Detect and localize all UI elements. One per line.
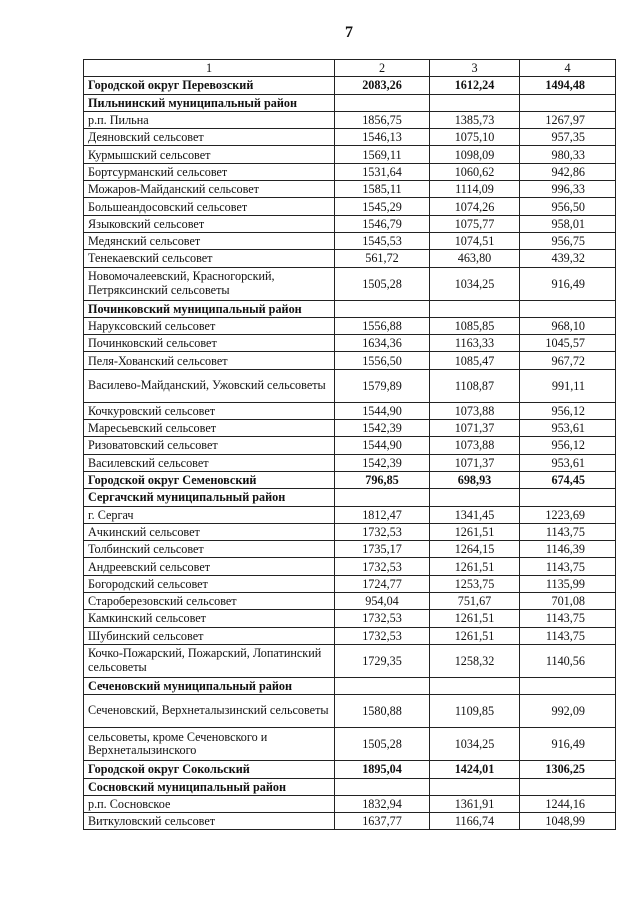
- value-col3-cell: [430, 94, 520, 111]
- value-col3-cell: [430, 778, 520, 795]
- value-col4-cell: 980,33: [520, 146, 616, 163]
- value-col2-cell: 1895,04: [335, 761, 430, 778]
- table-row: [84, 437, 616, 454]
- territory-name-cell: Починковский сельсовет: [84, 335, 335, 352]
- table-row: [84, 232, 616, 249]
- table-section-row: [84, 77, 616, 94]
- value-col3-cell: 1114,09: [430, 181, 520, 198]
- value-col4-cell: 956,12: [520, 402, 616, 419]
- table-section-row: [84, 489, 616, 506]
- territory-name-cell: Виткуловский сельсовет: [84, 813, 335, 830]
- value-col2-cell: 1735,17: [335, 541, 430, 558]
- value-col3-cell: 1261,51: [430, 627, 520, 644]
- table-row: [84, 644, 616, 677]
- territory-name-cell: Ачкинский сельсовет: [84, 523, 335, 540]
- value-col3-cell: 1071,37: [430, 454, 520, 471]
- territory-name-cell: Можаров-Майданский сельсовет: [84, 181, 335, 198]
- table-body: [84, 77, 616, 830]
- value-col4-cell: 1143,75: [520, 627, 616, 644]
- territory-name-cell: Сосновский муниципальный район: [84, 778, 335, 795]
- value-col2-cell: 1545,53: [335, 232, 430, 249]
- value-col4-cell: 1135,99: [520, 575, 616, 592]
- value-col2-cell: 1542,39: [335, 454, 430, 471]
- value-col2-cell: 1585,11: [335, 181, 430, 198]
- table-row: [84, 250, 616, 267]
- territory-name-cell: Сеченовский муниципальный район: [84, 677, 335, 694]
- table-section-row: [84, 761, 616, 778]
- table-header-row: [84, 60, 616, 77]
- territory-name-cell: Медянский сельсовет: [84, 232, 335, 249]
- value-col4-cell: 991,11: [520, 369, 616, 402]
- value-col3-cell: 751,67: [430, 593, 520, 610]
- value-col4-cell: 1140,56: [520, 644, 616, 677]
- value-col4-cell: 967,72: [520, 352, 616, 369]
- value-col2-cell: 1732,53: [335, 558, 430, 575]
- territory-name-cell: Сеченовский, Верхнеталызинский сельсоветы: [84, 695, 335, 728]
- territory-name-cell: Кочко-Пожарский, Пожарский, Лопатинский сельсоветы: [84, 644, 335, 677]
- value-col2-cell: 1544,90: [335, 402, 430, 419]
- value-col2-cell: 1544,90: [335, 437, 430, 454]
- value-col2-cell: [335, 94, 430, 111]
- value-col3-cell: 1073,88: [430, 402, 520, 419]
- table-row: [84, 795, 616, 812]
- value-col3-cell: 1074,51: [430, 232, 520, 249]
- table-row: [84, 163, 616, 180]
- territory-name-cell: Василево-Майданский, Ужовский сельсоветы: [84, 369, 335, 402]
- value-col3-cell: 1166,74: [430, 813, 520, 830]
- value-col4-cell: [520, 778, 616, 795]
- table-row: [84, 558, 616, 575]
- value-col2-cell: [335, 489, 430, 506]
- value-col2-cell: 1546,79: [335, 215, 430, 232]
- table-row: [84, 335, 616, 352]
- value-col2-cell: 2083,26: [335, 77, 430, 94]
- value-col3-cell: 1034,25: [430, 728, 520, 761]
- value-col4-cell: 1143,75: [520, 523, 616, 540]
- value-col2-cell: 561,72: [335, 250, 430, 267]
- territory-name-cell: Большеандосовский сельсовет: [84, 198, 335, 215]
- value-col2-cell: 1832,94: [335, 795, 430, 812]
- table-row: [84, 352, 616, 369]
- value-col2-cell: 1732,53: [335, 523, 430, 540]
- table-row: [84, 541, 616, 558]
- value-col2-cell: 1729,35: [335, 644, 430, 677]
- territory-name-cell: р.п. Сосновское: [84, 795, 335, 812]
- value-col4-cell: 1045,57: [520, 335, 616, 352]
- column-header-2: 2: [335, 60, 430, 77]
- value-col2-cell: 1542,39: [335, 420, 430, 437]
- value-col3-cell: 1341,45: [430, 506, 520, 523]
- table-row: [84, 420, 616, 437]
- table-section-row: [84, 94, 616, 111]
- table-row: [84, 523, 616, 540]
- value-col4-cell: 957,35: [520, 129, 616, 146]
- table-row: [84, 506, 616, 523]
- value-col3-cell: 1074,26: [430, 198, 520, 215]
- value-col4-cell: 1244,16: [520, 795, 616, 812]
- table-row: [84, 695, 616, 728]
- value-col4-cell: 1223,69: [520, 506, 616, 523]
- territory-name-cell: Нарукcовский сельсовет: [84, 317, 335, 334]
- value-col4-cell: 439,32: [520, 250, 616, 267]
- table-row: [84, 575, 616, 592]
- territory-name-cell: Новомочалеевский, Красногорский, Петряксинский сельсоветы: [84, 267, 335, 300]
- value-col2-cell: [335, 677, 430, 694]
- value-col4-cell: 992,09: [520, 695, 616, 728]
- territory-name-cell: Кочкуровский сельсовет: [84, 402, 335, 419]
- value-col2-cell: 1724,77: [335, 575, 430, 592]
- territory-name-cell: Староберезовский сельсовет: [84, 593, 335, 610]
- territory-name-cell: сельсоветы, кроме Сеченовского и Верхнеталызинского: [84, 728, 335, 761]
- value-col4-cell: 1048,99: [520, 813, 616, 830]
- table-row: [84, 181, 616, 198]
- value-col2-cell: 1634,36: [335, 335, 430, 352]
- value-col2-cell: 1579,89: [335, 369, 430, 402]
- territory-name-cell: Городской округ Перевозский: [84, 77, 335, 94]
- value-col4-cell: 1143,75: [520, 610, 616, 627]
- territory-name-cell: Камкинский сельсовет: [84, 610, 335, 627]
- value-col3-cell: 1060,62: [430, 163, 520, 180]
- territory-name-cell: Василевский сельсовет: [84, 454, 335, 471]
- territory-name-cell: Бортсурманский сельсовет: [84, 163, 335, 180]
- territory-name-cell: Городской округ Семеновский: [84, 471, 335, 488]
- value-col2-cell: 1812,47: [335, 506, 430, 523]
- table-row: [84, 728, 616, 761]
- value-col2-cell: 1556,50: [335, 352, 430, 369]
- value-col4-cell: 956,75: [520, 232, 616, 249]
- value-col3-cell: 1075,10: [430, 129, 520, 146]
- table-row: [84, 129, 616, 146]
- territory-name-cell: Курмышский сельсовет: [84, 146, 335, 163]
- value-col3-cell: 463,80: [430, 250, 520, 267]
- table-row: [84, 813, 616, 830]
- table-row: [84, 111, 616, 128]
- value-col2-cell: 1732,53: [335, 627, 430, 644]
- value-col3-cell: 1258,32: [430, 644, 520, 677]
- value-col4-cell: [520, 94, 616, 111]
- territory-name-cell: Ризоватовский сельсовет: [84, 437, 335, 454]
- table-section-row: [84, 778, 616, 795]
- value-col2-cell: 954,04: [335, 593, 430, 610]
- value-col2-cell: 1569,11: [335, 146, 430, 163]
- value-col2-cell: 1531,64: [335, 163, 430, 180]
- value-col4-cell: 1143,75: [520, 558, 616, 575]
- value-col3-cell: 1075,77: [430, 215, 520, 232]
- value-col3-cell: 1073,88: [430, 437, 520, 454]
- value-col2-cell: 1580,88: [335, 695, 430, 728]
- value-col4-cell: 958,01: [520, 215, 616, 232]
- value-col3-cell: 1098,09: [430, 146, 520, 163]
- value-col2-cell: [335, 300, 430, 317]
- table-row: [84, 267, 616, 300]
- territory-name-cell: Городской округ Сокольский: [84, 761, 335, 778]
- column-header-4: 4: [520, 60, 616, 77]
- value-col3-cell: 1253,75: [430, 575, 520, 592]
- territory-name-cell: Починковский муниципальный район: [84, 300, 335, 317]
- table-row: [84, 369, 616, 402]
- column-header-1: 1: [84, 60, 335, 77]
- value-col3-cell: 1163,33: [430, 335, 520, 352]
- value-col3-cell: 1385,73: [430, 111, 520, 128]
- value-col2-cell: 1545,29: [335, 198, 430, 215]
- value-col4-cell: 953,61: [520, 420, 616, 437]
- value-col4-cell: 916,49: [520, 267, 616, 300]
- value-col3-cell: [430, 300, 520, 317]
- value-col4-cell: [520, 677, 616, 694]
- value-col4-cell: [520, 489, 616, 506]
- table-row: [84, 215, 616, 232]
- table-section-row: [84, 677, 616, 694]
- value-col3-cell: 1108,87: [430, 369, 520, 402]
- territory-name-cell: Богородский сельсовет: [84, 575, 335, 592]
- value-col3-cell: 1085,85: [430, 317, 520, 334]
- value-col4-cell: 1146,39: [520, 541, 616, 558]
- value-col4-cell: 1267,97: [520, 111, 616, 128]
- value-col4-cell: 996,33: [520, 181, 616, 198]
- table-section-row: [84, 300, 616, 317]
- value-col4-cell: 956,50: [520, 198, 616, 215]
- value-col3-cell: 1071,37: [430, 420, 520, 437]
- territory-name-cell: Андреевский сельсовет: [84, 558, 335, 575]
- table-row: [84, 610, 616, 627]
- value-col3-cell: 1612,24: [430, 77, 520, 94]
- territory-name-cell: Деяновский сельсовет: [84, 129, 335, 146]
- table-section-row: [84, 471, 616, 488]
- value-col4-cell: 701,08: [520, 593, 616, 610]
- value-col4-cell: 968,10: [520, 317, 616, 334]
- value-col3-cell: 1085,47: [430, 352, 520, 369]
- value-col2-cell: 1546,13: [335, 129, 430, 146]
- value-col3-cell: 1261,51: [430, 558, 520, 575]
- value-col2-cell: [335, 778, 430, 795]
- page-number: 7: [345, 24, 353, 41]
- value-col4-cell: 674,45: [520, 471, 616, 488]
- value-col4-cell: 1306,25: [520, 761, 616, 778]
- table-row: [84, 198, 616, 215]
- territory-name-cell: Толбинский сельсовет: [84, 541, 335, 558]
- table-row: [84, 402, 616, 419]
- value-col2-cell: 1856,75: [335, 111, 430, 128]
- table-row: [84, 317, 616, 334]
- value-col4-cell: 942,86: [520, 163, 616, 180]
- value-col3-cell: 698,93: [430, 471, 520, 488]
- value-col2-cell: 1505,28: [335, 728, 430, 761]
- table-row: [84, 593, 616, 610]
- territory-name-cell: р.п. Пильна: [84, 111, 335, 128]
- territory-name-cell: Тенекаевский сельсовет: [84, 250, 335, 267]
- value-col2-cell: 1505,28: [335, 267, 430, 300]
- value-col4-cell: 1494,48: [520, 77, 616, 94]
- value-col2-cell: 796,85: [335, 471, 430, 488]
- territory-name-cell: Языковский сельсовет: [84, 215, 335, 232]
- value-col3-cell: [430, 489, 520, 506]
- value-col3-cell: 1109,85: [430, 695, 520, 728]
- value-col3-cell: 1361,91: [430, 795, 520, 812]
- territory-name-cell: Пеля-Хованский сельсовет: [84, 352, 335, 369]
- value-col3-cell: 1034,25: [430, 267, 520, 300]
- value-col2-cell: 1732,53: [335, 610, 430, 627]
- value-col3-cell: 1424,01: [430, 761, 520, 778]
- value-col4-cell: 956,12: [520, 437, 616, 454]
- value-col4-cell: 916,49: [520, 728, 616, 761]
- value-col3-cell: [430, 677, 520, 694]
- value-col3-cell: 1261,51: [430, 523, 520, 540]
- value-col4-cell: 953,61: [520, 454, 616, 471]
- table-row: [84, 146, 616, 163]
- value-col4-cell: [520, 300, 616, 317]
- territory-name-cell: Шубинский сельсовет: [84, 627, 335, 644]
- value-col2-cell: 1637,77: [335, 813, 430, 830]
- territory-name-cell: Пильнинский муниципальный район: [84, 94, 335, 111]
- territory-name-cell: Маресьевский сельсовет: [84, 420, 335, 437]
- table-row: [84, 454, 616, 471]
- table-row: [84, 627, 616, 644]
- value-col3-cell: 1261,51: [430, 610, 520, 627]
- territory-name-cell: Сергачский муниципальный район: [84, 489, 335, 506]
- value-col3-cell: 1264,15: [430, 541, 520, 558]
- column-header-3: 3: [430, 60, 520, 77]
- value-col2-cell: 1556,88: [335, 317, 430, 334]
- tariff-table: [83, 59, 616, 830]
- territory-name-cell: г. Сергач: [84, 506, 335, 523]
